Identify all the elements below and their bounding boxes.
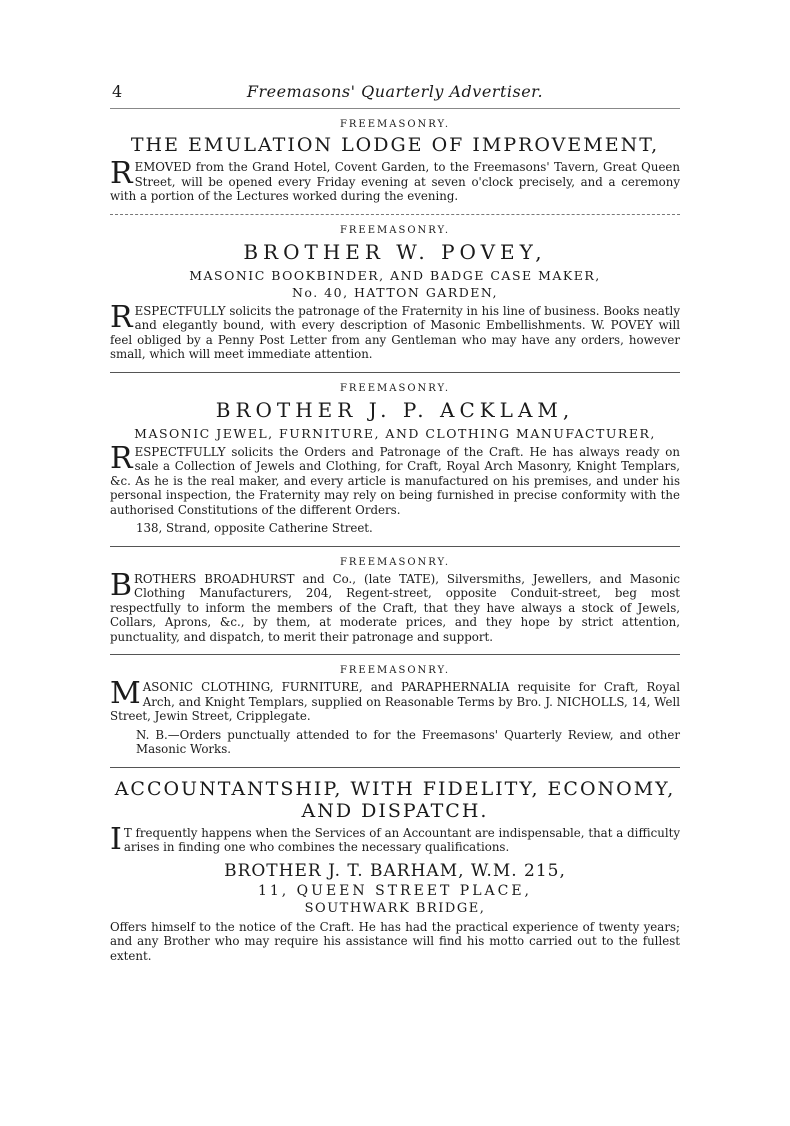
ad-title: BROTHER W. POVEY, [243,239,547,264]
ad-address: No. 40, HATTON GARDEN, [291,284,499,300]
ad-closing: Offers himself to the notice of the Craft. He has had the practical experience of twenty years; and any Brother who may require his assistance will find his motto carried out to the fullest extent. [110,919,680,963]
ad-note: N. B.—Orders punctually attended to for the Freemasons' Quarterly Review, and other Masonic Works. [136,727,680,756]
page [110,80,680,963]
ad-body: I T frequently happens when the Services of an Accountant are indispensable, that a difficulty arises in finding one who combines the necessary qualifications. [110,821,680,857]
drop-cap: R [110,299,133,335]
drop-cap: R [110,440,133,476]
divider [110,214,680,215]
ad-body: RESPECTFULLY solicits the Orders and Patronage of the Craft. He has always ready on sale a Collection of Jewels and Clothing, for Craft, Royal Arch Masonry, Knight Templars, &c. As he is the real maker, and every article is manufactured on his premises, and under his personal inspection, the Fraternity may rely on being furnished in precise conformity with the authorised Constitutions of the different Orders. [110,440,680,517]
divider [110,767,680,768]
ad-body: RESPECTFULLY solicits the patronage of the Fraternity in his line of business. Books neatly and elegantly bound, with every description of Masonic Embellishments. W. POVEY will feel obliged by a Penny Post Letter from any Gentleman who may have any orders, however small, which will meet immediate attention. [110,299,680,361]
drop-cap: I [110,821,122,857]
ad-title: THE EMULATION LODGE OF IMPROVEMENT, [130,134,660,156]
ad-address-line: 138, Strand, opposite Catherine Street. [136,521,373,535]
drop-cap: M [110,676,141,711]
ad-broadhurst [110,557,680,656]
page-number: 4 [112,82,123,101]
ad-street: 11, QUEEN STREET PLACE, [257,882,533,899]
ad-title: ACCOUNTANTSHIP, WITH FIDELITY, ECONOMY, AND DISPATCH. [114,777,676,822]
ad-body: BROTHERS BROADHURST and Co., (late TATE), Silversmiths, Jewellers, and Masonic Clothing Manufacturers, 204, Regent-street, opposite Conduit-street, beg most respectfully to inform the members of the Craft, that they have always a stock of Jewels, Collars, Aprons, &c., by them, at moderate prices, and they hope by strict attention, punctuality, and dispatch, to merit their patronage and support. [110,567,680,644]
ad-acklam [110,383,680,547]
drop-cap: B [110,567,133,603]
ad-body: MASONIC CLOTHING, FURNITURE, and PARAPHERNALIA requisite for Craft, Royal Arch, and Knight Templars, supplied on Reasonable Terms by Bro. J. NICHOLLS, 14, Well Street, Jewin Street, Cripplegate. [110,676,680,723]
ad-body: REMOVED from the Grand Hotel, Covent Garden, to the Freemasons' Tavern, Great Queen Street, will be opened every Friday evening at seven o'clock precisely, and a ceremony with a portion of the Lectures worked during the evening. [110,156,680,203]
ad-kicker: FREEMASONRY. [339,665,451,676]
ad-name: BROTHER J. T. BARHAM, W.M. 215, [224,860,566,881]
ad-emulation-lodge [110,119,680,215]
ad-povey [110,225,680,373]
ad-nicholls [110,665,680,768]
ad-kicker: FREEMASONRY. [339,556,451,568]
drop-cap: R [110,156,133,191]
ad-kicker: FREEMASONRY. [339,382,451,394]
divider [110,372,680,373]
ad-subtitle: MASONIC BOOKBINDER, AND BADGE CASE MAKER, [189,267,601,283]
ad-subtitle: MASONIC JEWEL, FURNITURE, AND CLOTHING MANUFACTURER, [134,425,656,441]
ad-kicker: FREEMASONRY. [339,119,451,130]
divider [110,546,680,547]
running-title: Freemasons' Quarterly Advertiser. [246,82,544,101]
ad-kicker: FREEMASONRY. [339,224,451,236]
divider [110,654,680,655]
page-header [110,80,680,109]
ad-title: BROTHER J. P. ACKLAM, [215,397,575,422]
ad-bridge: SOUTHWARK BRIDGE, [304,900,486,916]
ad-barham [110,778,680,964]
